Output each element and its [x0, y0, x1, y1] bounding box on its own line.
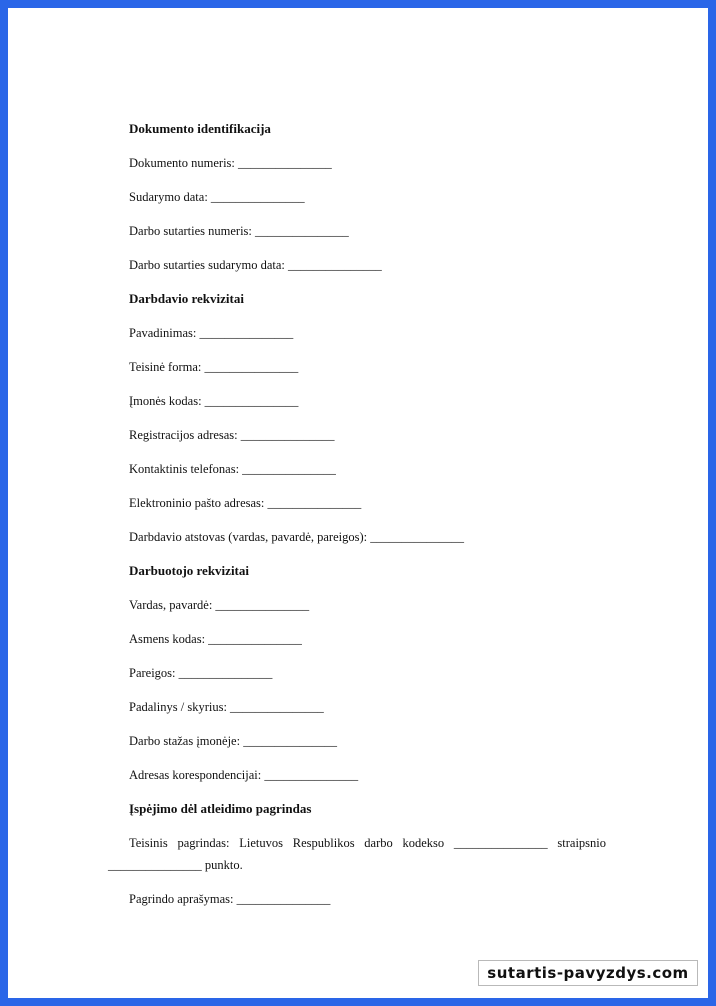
- legal-basis-word: kodekso: [402, 836, 445, 850]
- section-heading: Dokumento identifikacija: [129, 121, 271, 136]
- legal-basis-word: darbo: [364, 836, 393, 850]
- legal-basis-line-2: _______________ punkto.: [108, 858, 243, 872]
- section-heading: Įspėjimo dėl atleidimo pagrindas: [129, 801, 312, 816]
- field-email: Elektroninio pašto adresas: _______________: [129, 496, 362, 510]
- legal-basis-word: Lietuvos: [239, 836, 284, 850]
- field-registration-address: Registracijos adresas: _______________: [129, 428, 335, 442]
- field-contract-number: Darbo sutarties numeris: _______________: [129, 224, 349, 238]
- document-page: [8, 8, 708, 998]
- field-employer-name: Pavadinimas: _______________: [129, 326, 294, 340]
- field-document-number: Dokumento numeris: _______________: [129, 156, 332, 170]
- field-correspondence-address: Adresas korespondencijai: _______________: [129, 768, 359, 782]
- section-heading: Darbdavio rekvizitai: [129, 291, 244, 306]
- field-personal-code: Asmens kodas: _______________: [129, 632, 302, 646]
- site-watermark: sutartis-pavyzdys.com: [478, 960, 698, 986]
- field-contract-date: Darbo sutarties sudarymo data: _______________: [129, 258, 382, 272]
- document-content: [108, 112, 606, 916]
- field-reason-description: Pagrindo aprašymas: _______________: [129, 892, 331, 906]
- field-contact-phone: Kontaktinis telefonas: _______________: [129, 462, 336, 476]
- legal-basis-blank: _______________: [453, 836, 548, 850]
- legal-basis-word: Respublikos: [292, 836, 355, 850]
- legal-basis-word: straipsnio: [557, 836, 606, 850]
- legal-basis-word: Teisinis: [129, 836, 168, 850]
- field-employee-name: Vardas, pavardė: _______________: [129, 598, 310, 612]
- legal-basis-line-1: [129, 832, 606, 854]
- field-department: Padalinys / skyrius: _______________: [129, 700, 324, 714]
- section-heading: Darbuotojo rekvizitai: [129, 563, 249, 578]
- field-work-experience: Darbo stažas įmonėje: _______________: [129, 734, 337, 748]
- field-legal-form: Teisinė forma: _______________: [129, 360, 299, 374]
- legal-basis-paragraph: [108, 832, 606, 876]
- legal-basis-word: pagrindas:: [177, 836, 230, 850]
- field-employer-representative: Darbdavio atstovas (vardas, pavardė, pareigos): _______________: [129, 530, 464, 544]
- field-position: Pareigos: _______________: [129, 666, 273, 680]
- field-issue-date: Sudarymo data: _______________: [129, 190, 305, 204]
- field-company-code: Įmonės kodas: _______________: [129, 394, 299, 408]
